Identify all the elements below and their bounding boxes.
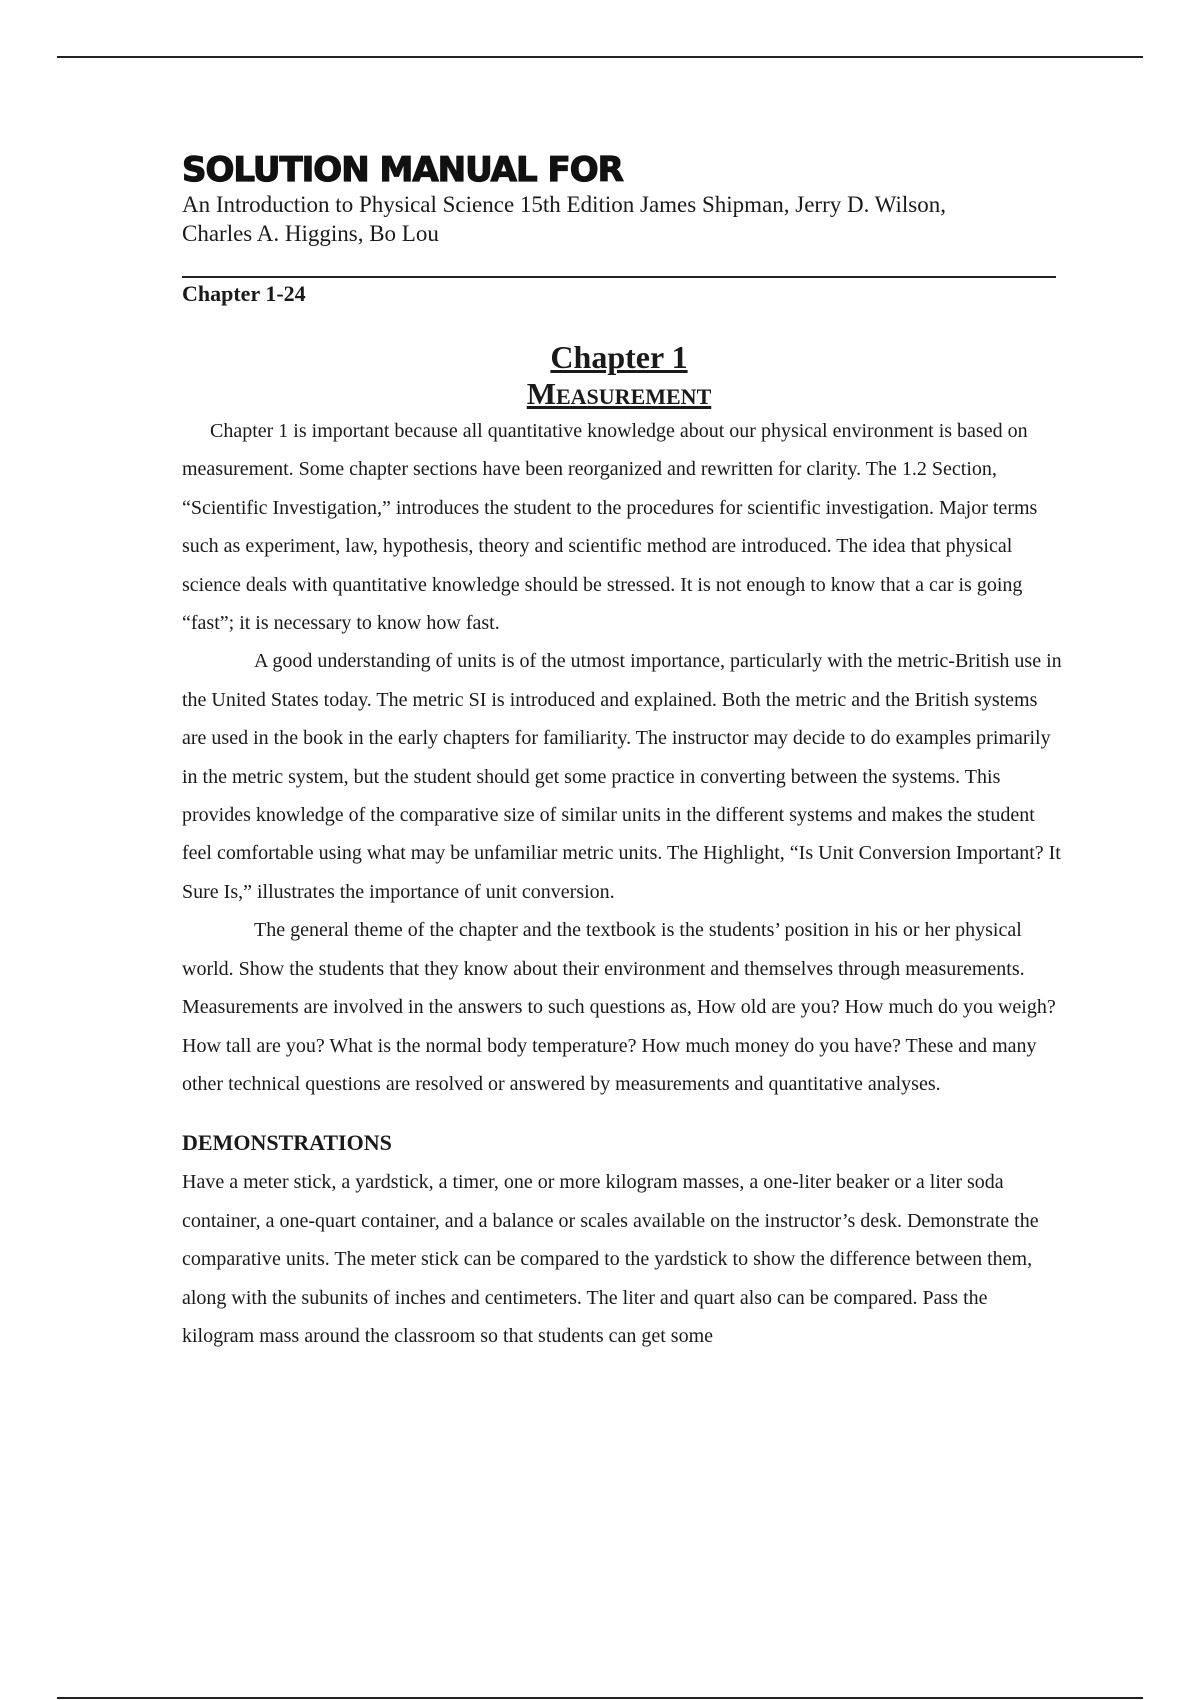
chapter-range: Chapter 1-24 bbox=[182, 281, 306, 306]
document-body bbox=[182, 150, 1062, 1355]
intro-paragraph-3: The general theme of the chapter and the textbook is the students’ position in his or her physical world. Show the students that they know about their environment and themselves through measurements. Measurements are involved in the answers to such questions as, How old are you? How much do you weigh? How tall are you? What is the normal body temperature? How much money do you have? These and many other technical questions are resolved or answered by measurements and quantitative analyses. bbox=[182, 919, 1056, 1095]
page-top-rule bbox=[57, 56, 1143, 58]
page-bottom-rule bbox=[57, 1697, 1143, 1699]
header-divider bbox=[182, 276, 1056, 278]
chapter-subheading: Measurement bbox=[526, 376, 712, 411]
demonstrations-paragraph: Have a meter stick, a yardstick, a timer, one or more kilogram masses, a one-liter beaker or a liter soda container, a one-quart container, and a balance or scales available on the instructor’s desk. Demonstrate the comparative units. The meter stick can be compared to the yardstick to show the difference between them, along with the subunits of inches and centimeters. The liter and quart also can be compared. Pass the kilogram mass around the classroom so that students can get some bbox=[182, 1171, 1039, 1347]
book-subtitle: An Introduction to Physical Science 15th Edition James Shipman, Jerry D. Wilson, Charles A. Higgins, Bo Lou bbox=[182, 192, 946, 246]
intro-paragraph-2: A good understanding of units is of the utmost importance, particularly with the metric-British use in the United States today. The metric SI is introduced and explained. Both the metric and the British systems are used in the book in the early chapters for familiarity. The instructor may decide to do examples primarily in the metric system, but the student should get some practice in converting between the systems. This provides knowledge of the comparative size of similar units in the different systems and makes the student feel comfortable using what may be unfamiliar metric units. The Highlight, “Is Unit Conversion Important? It Sure Is,” illustrates the importance of unit conversion. bbox=[182, 650, 1062, 903]
manual-title: SOLUTION MANUAL FOR bbox=[182, 150, 623, 190]
section-heading-demonstrations: DEMONSTRATIONS bbox=[182, 1130, 392, 1156]
chapter-heading: Chapter 1 bbox=[550, 339, 688, 375]
intro-paragraph-1: Chapter 1 is important because all quantitative knowledge about our physical environment is based on measurement. Some chapter sections have been reorganized and rewritten for clarity. The 1.2 Section, “Scientific Investigation,” introduces the student to the procedures for scientific investigation. Major terms such as experiment, law, hypothesis, theory and scientific method are introduced. The idea that physical science deals with quantitative knowledge should be stressed. It is not enough to know that a car is going “fast”; it is necessary to know how fast. bbox=[182, 420, 1038, 635]
